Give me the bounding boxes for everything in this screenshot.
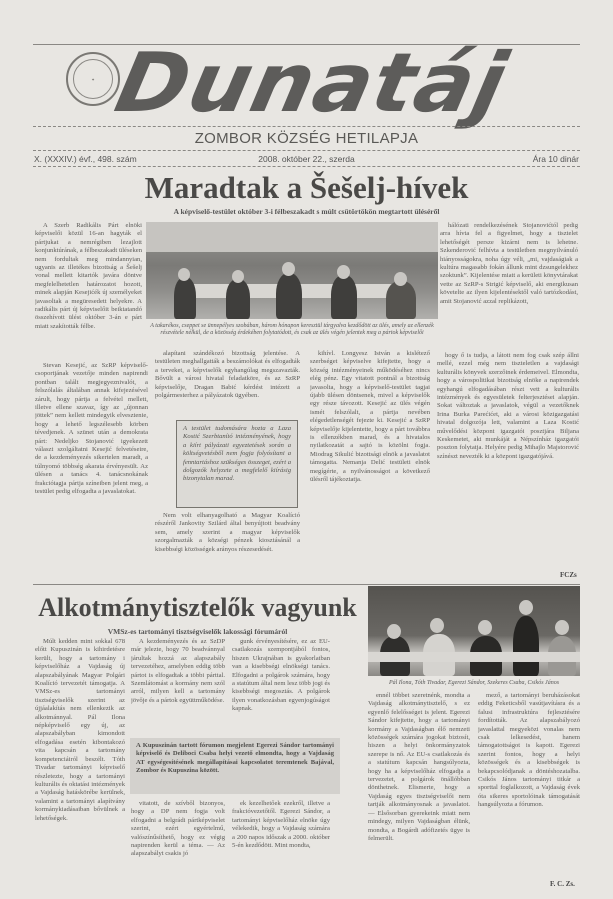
- article2-signature: F. C. Zs.: [550, 880, 575, 888]
- article2-photo: [368, 586, 580, 676]
- price: Ára 10 dinár: [532, 154, 579, 164]
- divider: [33, 166, 580, 167]
- article1-photo-caption: A takarékos, cseppet se ünnepélyes szobában, három hónapon keresztül tárgyalva kezdődött az ülés, amely az ellenzék részvétele nélkül, de a közösség érdekében folytatódott, és csak az ülés végén jelentek meg a pártok képviselői: [150, 323, 434, 336]
- article2-column: ennél többet szeretnénk, mondta a Vajdaság alkotmánytisztelő, s ez egyenlő felelősséget is jelent. Egerezi Sándor kifejtette, hogy a tartományi kormány a Vajdaságban élő nemzeti közösségek számára jogokat biztosít, hiszen a helyi önkormányzatok szerepe is nő. Az EU-s csatlakozás és a statútum kapcsán hangsúlyozta, hogy ha a képviselőház elfogadja a tervezetet, a polgárok önállóbban dönthetnek. Elismerte, hogy a Vajdaság egyes tisztségviselői nem tartják alkotmányosnak a javaslatot. — Elsősorban gyerekeink miatt nem mindegy, milyen Vajdaságban élünk, mondta, a Bogárdi adófizetés ügye is felmerült.: [368, 692, 470, 842]
- article2-column: A kezdeményezés és az SzDP már jelezte, hogy 70 beadvánnyal járultak hozzá az alapszabály tervezetéhez, amelyben eddig több pártot is elfogadtak a többi párttal. Szemlátomást a kormány nem szól arról, milyen kell a tartomány jövője és a pártok együttműködése.: [131, 638, 225, 704]
- article1-column: A Szerb Radikális Párt elnöki képviselői közül 16-an hagyták el pártjukat a nemrégiben lezajlott konjunktúrának, a félbeszakadt üléseken nem fordultak meg mindannyian, ugyanis az illetékes bizottság a Šešelj vonal mellett kitartók javára döntve megfelelhetetlen határozatot hozott, minek alapján Kesejićék új személyeket javasoltak a megüresedett helyekre. A radikális párt új képviselőit beiktatandó összehívott ülést október 3-án e párt miatt szakították félbe.: [35, 222, 142, 330]
- article1-headline: Maradtak a Šešelj-hívek: [144, 170, 469, 205]
- article1-subheadline: A képviselő-testület október 3-i félbeszakadt s múlt csütörtökön megtartott üléséről: [173, 207, 440, 216]
- article2-column: vitatott, de szívből bizonyos, hogy a DP nem fogja volt elfogadni a belgrádi pártképviselet szerint, ezért egyértelmű, valószínűsíthető, hogy ez végig napirenden kerül a téma. — Az alapszabályt csakis jó: [131, 800, 225, 858]
- article1-column: hogy ő is tudja, a látott nem fog csak szép állni mellé, ezzel még nem tiszteletlen a vajdasági kulturális könyvek szerzőinek érdemeivel. Elmondta, hogy a várospolitikai bizottság elnöke a napirendek egyhangú elfogadásában részt vett a kulturális intézmények és egyesületek felterjesztései alapján. Sokat változtak a javaslatok, végül a vezetőknek Irina Burka Parećićet, aki a városi közigazgatási hivatal dolgozója lett, valamint a Laza Kostić művelődési központ igazgatói posztjára Biljana Keskemetet, aki munkáját a Népszínház igazgatói poszton folytatja. Helyére pedig Mihajlo Majstorović színészt nevezték ki a központ igazgatójává.: [437, 352, 579, 460]
- article1-column: hálózati rendelkezésének Stojanovićtól pedig arra hívta fel a figyelmet, hogy a tisztelet lehetőségét persze kizárni nem is lehetne. Szkenderović felhívta a testületben megnyilvánuló hiányosságokra, noha úgy véli, „mi, vajdaságiak a kultúra magasabb fokán állunk mint dzsungelekhez szoktunk”. Kijelentése miatt a kerületi könyvtárakat vette az SzRP-s Strigić képviselő, aki energikusan követelte az ilyen kijelentésektől való tartózkodást, amit Stojanović azzal replikázott,: [440, 222, 578, 305]
- article1-signature: FCZs: [560, 571, 577, 579]
- article2-column: gunk érvényesítésére, ez az EU-csatlakozás szempontjából fontos, hiszen Ukrajnában is gyakorlatban van a kisebbségi elnökségi tanács. Elfogadni a polgárok számára, hogy a statútum által nem lesz több jogi és kisebbségi megosztás. A polgárok ilyen vonatkozásban egyenjogúságot kapnak.: [232, 638, 330, 713]
- issue-date: 2008. október 22., szerda: [258, 154, 355, 164]
- logo-seal: ✦: [73, 59, 113, 99]
- article2-photo-caption: Pál Ilona, Tóth Tivadar, Egerezi Sándor, Szekeres Csaba, Csikós János: [388, 680, 560, 686]
- masthead-subtitle: ZOMBOR KÖZSÉG HETILAPJA: [194, 130, 419, 147]
- article1-boxed-note: A testület tudomására hozta a Laza Kostić Szerbtanító intézményének, hogy a kiírt pályázati egyeztetések során a költségvetésből nem fogja folyósítani a fenntartáshoz szükséges összeget, ezért a dolgozók helyzete a megfelelő kiírásig bizonytalan marad.: [176, 420, 298, 508]
- article2-highlight-box: A Kupuszinán tartott fórumon megjelent Egerezi Sándor tartományi képviselő és Deliboci Csaba helyi vezető elmondta, hogy a Vajdaság AT egységesítésének megállapításai kapcsolatot teremtenek Bajával, Zombor és Kupuszina között.: [130, 738, 340, 794]
- article2-subheadline: VMSz-es tartományi tisztségviselők lakossági fórumáról: [107, 627, 288, 636]
- section-divider: [33, 584, 580, 585]
- masthead-title: Dunatáj: [107, 36, 516, 131]
- divider: [33, 150, 580, 151]
- issue-number: X. (XXXIV.) évf., 498. szám: [34, 154, 137, 164]
- article1-column: alapítani szándékozó bizottság jelentése. A testületen meghallgatták a beszámolókat és elfogadták a terveket, a képviselők egyhangúlag megszavazták. Bővült a városi hivatal feladatköre, és az SzRP képviselője, Dragan Babić kérdést intézett a polgármesterhez a pályázatok ügyében.: [155, 350, 300, 400]
- masthead-logo: [66, 52, 120, 106]
- article2-column: ek kezelhetőek ezekről, illetve a frakcióvezetőtől. Egerezi Sándor, a tartományi képviselőház elnöke úgy vélekedik, hogy a Vajdaság számára a 200 napos időszak a 2000. október 5-én kezdődött. Mint mondta,: [232, 800, 330, 850]
- article1-column: Nem volt elhanyagolható a Magyar Koalíció részéről Jankovity Szilárd által benyújtott beadvány sem, amely szerint a magyar képviselők szorgalmazták a községi pénzek kiosztásánál a kisebbségi közösségek arányos részesedését.: [155, 512, 300, 553]
- article1-column: Stevan Kesejić, az SzRP képviselő-csoportjának vezetője minden napirendi pontban talált megjegyeznivalót, a felszólalás általában annak kifejezésével zárult, hogy pártja a felvétel mellett, illetve ellene szavaz, így az „újonnan jöttek” nem kellett mindegyik elvesztenie, hogy a lehető legszélesebb körben tévedjenek. A szünet után a demokrata párt: Nedeljko Stojanović igyekezett választ szolgáltatni Kesejić felvetéseire, de a kezdeményezés sikertelen maradt, a túlnyomó többség akarata érvényesült. Az ülésen a tanács 4. tanácsnokának frakciótagja pártja színeiben jelent meg, a testület pedig elfogadta a javaslatokat.: [35, 362, 148, 496]
- article1-column: kihívl. Longyesz István a kislétező szerbséget képviselve kifejtette, hogy a község intézményeinek működéséhez nincs elég pénz. Egy vitatott pontnál a bizottság javasolta, hogy a képviselő-testület tagjai újabb ülésen döntsenek, mivel a képviselők egy része távozott. Kesejić az ülés végén ismét felszólalt, a pártja nevében elégedetlenségét fejezte ki. Kesejić a SzRP képviselője kijelentette, hogy a párt továbbra is ellenzékben marad, és a hivatalos nyilatkozatát a sajtó is közölni fogja. Miodrag Sikulić bizottsági elnök a javaslatot támogatta. Nemanja Delić testületi elnök megígérte, a nyilvánosságot a következő ülésről tájékoztatja.: [310, 350, 430, 484]
- article1-photo: [146, 222, 438, 319]
- article2-column: mező, a tartományi beruházásokat eddig Feketicsből vasútjavításra és a falusi infrastruktúra fejlesztésére fordították. Az alapszabályozó javaslattal megyeközi vonalas nem csak lelkesedést, hanem támogatottságot is kapott. Egerezi szerint fontos, hogy a helyi közösségek és a kisebbségek is bekapcsolódjanak a döntéshozatalba. Csikós János tartományi titkár a sporttal foglalkozott, a Vajdaság évek óta sikeres sportolóinak támogatását hangsúlyozta a fórumon.: [478, 692, 580, 809]
- divider: [33, 126, 580, 127]
- article2-column: Múlt kedden mint sokkal 678 előtt Kupuszinán is kihirdetésre került, hogy a tartomány i képviselőház a Vajdaság új alapszabályának Magyar Polgári Koalíció tervezetét támogatja. A VMSz-es tartományi tisztségviselők szerint az újjáalakítás nem ellenkezik az alkotmánnyal. Pál Ilona népképviselő egy új, az alapszabályban kimondott elfogadása esetén kibontakozó vita kapcsán a tartomány kompetenciáiról beszélt. Tóth Tivadar tartományi képviselő részletezte, hogy a tartományi kulturális és oktatási intézmények a Vajdaság hatáskörébe kerülnek, valamint a tartományi alapítvány kormánykiadásaiban bővülnek a lehetőségek.: [35, 638, 125, 822]
- article2-headline: Alkotmánytisztelők vagyunk: [38, 593, 357, 622]
